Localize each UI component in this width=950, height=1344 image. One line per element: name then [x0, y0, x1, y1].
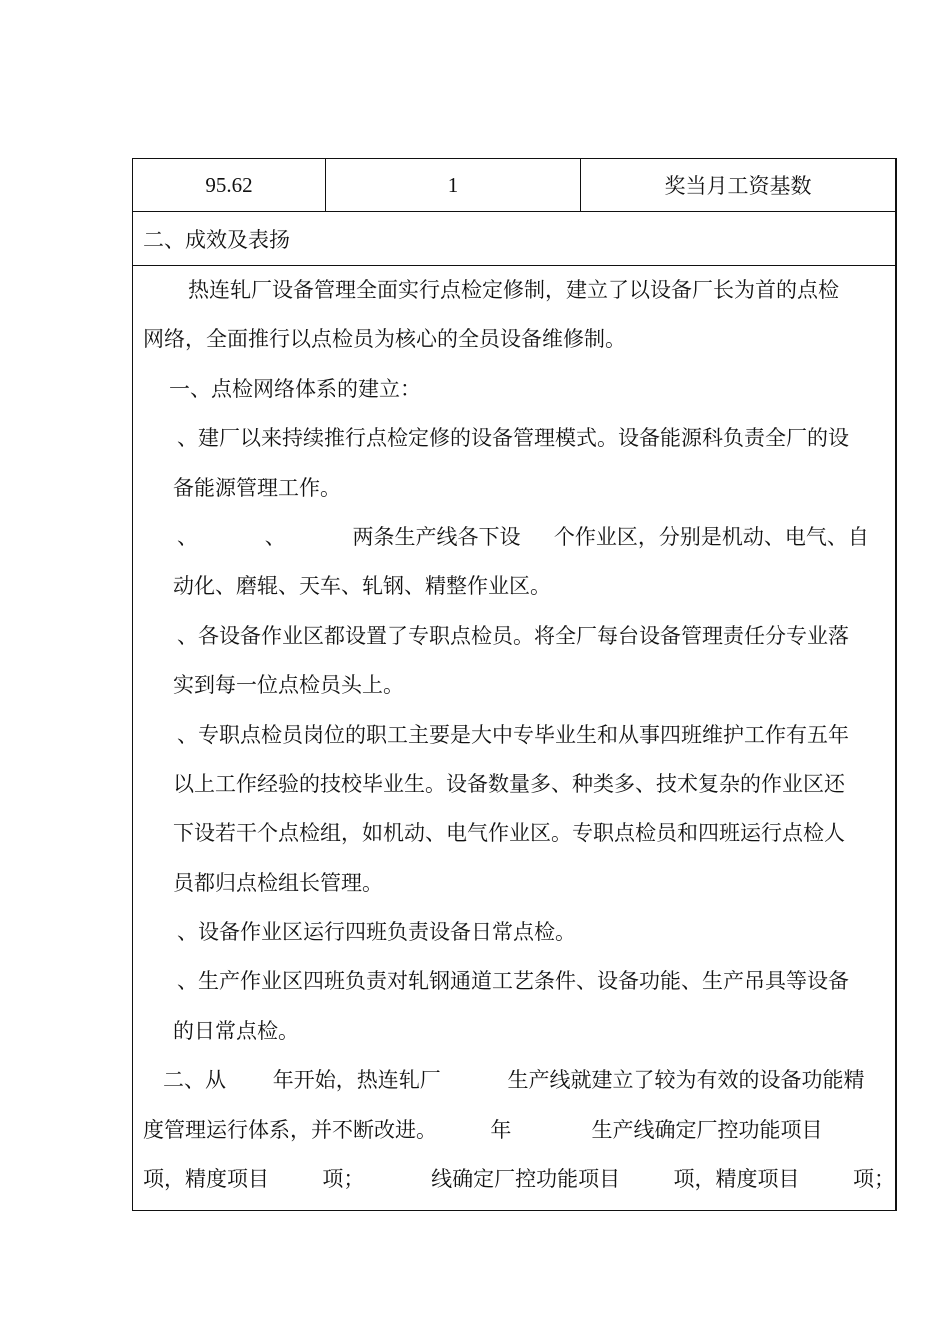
text-line: 备能源管理工作。	[173, 476, 341, 500]
text-line: 一、点检网络体系的建立：	[169, 377, 421, 401]
table-row-values	[133, 159, 895, 212]
text-line: 、专职点检员岗位的职工主要是大中专毕业生和从事四班维护工作有五年	[177, 723, 849, 747]
body-text	[133, 266, 895, 1210]
text-line: 热连轧厂设备管理全面实行点检定修制，建立了以设备厂长为首的点检	[188, 278, 839, 302]
text-line: 项，精度项目 项； 线确定厂控功能项目 项，精度项目 项；	[143, 1167, 895, 1191]
text-line: 下设若干个点检组，如机动、电气作业区。专职点检员和四班运行点检人	[173, 821, 845, 845]
text-line: 、设备作业区运行四班负责设备日常点检。	[177, 920, 576, 944]
count-cell: 1	[326, 159, 581, 211]
text-line: 以上工作经验的技校毕业生。设备数量多、种类多、技术复杂的作业区还	[173, 772, 845, 796]
text-line: 二、从 年开始，热连轧厂 生产线就建立了较为有效的设备功能精	[163, 1068, 865, 1092]
section-heading: 二、成效及表扬	[143, 228, 290, 252]
text-line: 员都归点检组长管理。	[173, 871, 383, 895]
text-line: 、 、 两条生产线各下设 个作业区，分别是机动、电气、自	[177, 525, 869, 549]
text-line: 网络，全面推行以点检员为核心的全员设备维修制。	[143, 327, 626, 351]
text-line: 实到每一位点检员头上。	[173, 673, 404, 697]
text-line: 、建厂以来持续推行点检定修的设备管理模式。设备能源科负责全厂的设	[177, 426, 849, 450]
reward-cell: 奖当月工资基数	[664, 174, 812, 198]
text-line: 、各设备作业区都设置了专职点检员。将全厂每台设备管理责任分专业落	[177, 624, 849, 648]
document-table	[132, 158, 897, 1211]
section-heading-row	[133, 212, 895, 266]
text-line: 、生产作业区四班负责对轧钢通道工艺条件、设备功能、生产吊具等设备	[177, 969, 849, 993]
text-line: 度管理运行体系，并不断改进。 年 生产线确定厂控功能项目	[143, 1118, 823, 1142]
value-cell: 95.62	[133, 159, 326, 211]
text-line: 动化、磨辊、天车、轧钢、精整作业区。	[173, 574, 551, 598]
text-line: 的日常点检。	[173, 1019, 299, 1043]
